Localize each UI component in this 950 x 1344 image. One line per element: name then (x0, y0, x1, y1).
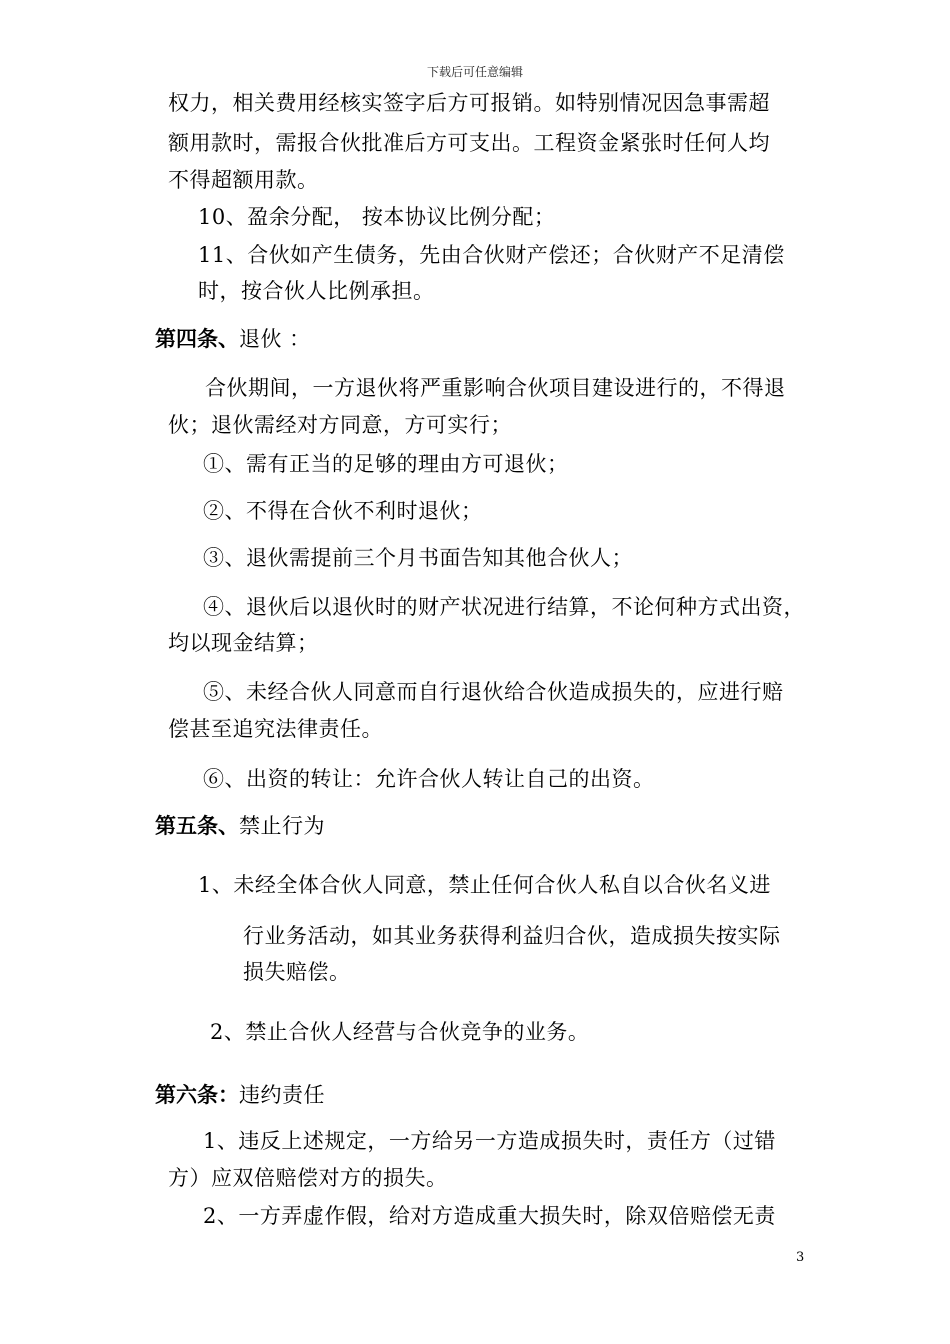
list-item: 2、一方弄虚作假，给对方造成重大损失时，除双倍赔偿无责 (203, 1204, 776, 1228)
list-item: 1、未经全体合伙人同意，禁止任何合伙人私自以合伙名义进 (198, 873, 771, 897)
list-item: ②、不得在合伙不利时退伙； (203, 499, 483, 523)
section-heading-4 (155, 324, 311, 354)
section-title: 退伙 ： (239, 327, 311, 351)
paragraph-line: 伙；退伙需经对方同意，方可实行； (168, 413, 512, 437)
list-item: 1、违反上述规定，一方给另一方造成损失时，责任方（过错 (203, 1129, 776, 1153)
paragraph-line: 偿甚至追究法律责任。 (168, 717, 383, 741)
section-number: 第六条： (155, 1083, 239, 1107)
section-number: 第四条、 (155, 327, 239, 351)
list-item: ⑤、未经合伙人同意而自行退伙给合伙造成损失的，应进行赔 (203, 680, 784, 704)
paragraph-line: 行业务活动，如其业务获得利益归合伙，造成损失按实际 (243, 924, 781, 948)
section-title: 违约责任 (239, 1083, 325, 1107)
section-heading-5 (155, 811, 325, 841)
paragraph-line: 额用款时，需报合伙批准后方可支出。工程资金紧张时任何人均 (168, 131, 770, 155)
section-heading-6 (155, 1080, 325, 1110)
list-item: ④、退伙后以退伙时的财产状况进行结算，不论何种方式出资， (203, 595, 805, 619)
section-number: 第五条、 (155, 814, 239, 838)
paragraph-line: 方）应双倍赔偿对方的损失。 (168, 1166, 448, 1190)
list-item: ③、退伙需提前三个月书面告知其他合伙人； (203, 546, 633, 570)
paragraph-line: 损失赔偿。 (243, 960, 351, 984)
section-title: 禁止行为 (239, 814, 325, 838)
paragraph-line: 合伙期间，一方退伙将严重影响合伙项目建设进行的，不得退 (205, 376, 786, 400)
paragraph-line: 不得超额用款。 (168, 168, 319, 192)
page-header: 下载后可任意编辑 (426, 65, 523, 79)
page-number: 3 (796, 1250, 805, 1265)
clause-11: 11、合伙如产生债务，先由合伙财产偿还；合伙财产不足清偿 (198, 243, 785, 267)
list-item: ⑥、出资的转让：允许合伙人转让自己的出资。 (203, 767, 655, 791)
paragraph-line: 均以现金结算； (168, 631, 319, 655)
list-item: 2、禁止合伙人经营与合伙竞争的业务。 (210, 1020, 590, 1044)
list-item: ①、需有正当的足够的理由方可退伙； (203, 452, 569, 476)
paragraph-line: 权力，相关费用经核实签字后方可报销。如特别情况因急事需超 (168, 91, 770, 115)
paragraph-line: 时，按合伙人比例承担。 (198, 279, 435, 303)
clause-10: 10、盈余分配， 按本协议比例分配； (198, 205, 556, 229)
